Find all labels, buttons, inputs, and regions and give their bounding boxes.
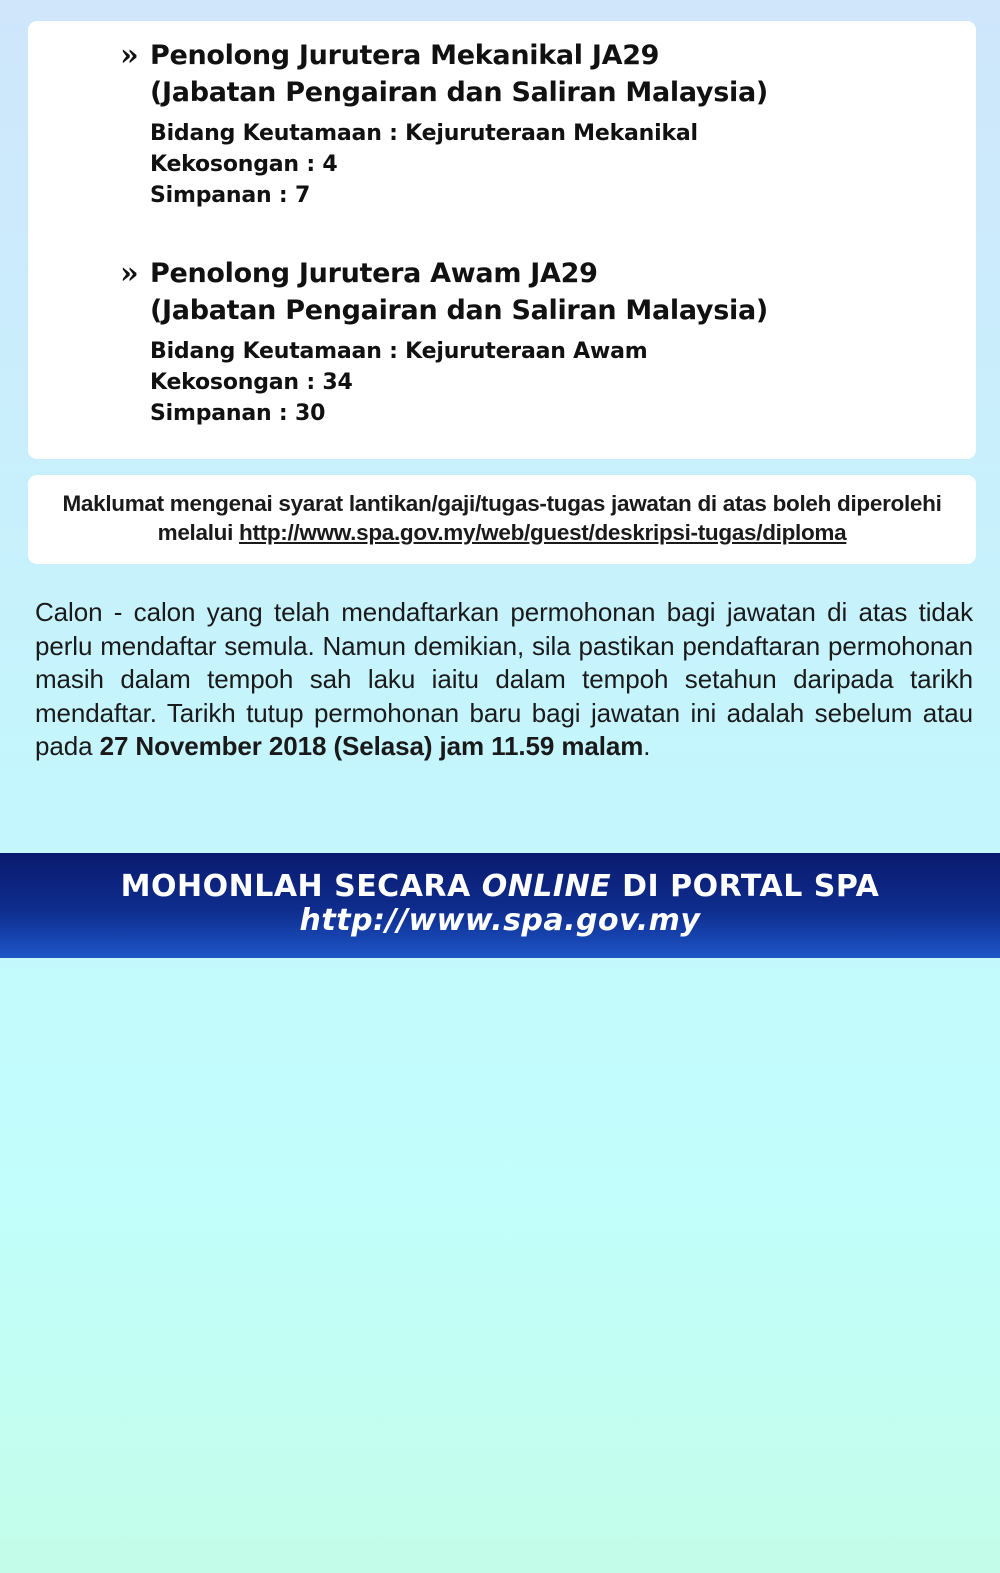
- banner-heading: MOHONLAH SECARA ONLINE DI PORTAL SPA: [120, 869, 880, 904]
- job-title: Penolong Jurutera Awam JA29: [150, 258, 598, 289]
- job-vacancies: Kekosongan : 34: [150, 370, 353, 395]
- job-department: (Jabatan Pengairan dan Saliran Malaysia): [150, 77, 768, 108]
- job-vacancies: Kekosongan : 4: [150, 152, 338, 177]
- job-reserve: Simpanan : 30: [150, 401, 326, 426]
- notice-text: Calon - calon yang telah mendaftarkan permohonan bagi jawatan di atas tidak perlu mendaftar semula. Namun demikian, sila pastikan pendaftaran permohonan masih dalam tempoh sah laku iaitu dalam tempoh setahun daripada tarikh mendaftar. Tarikh tutup permohonan baru bagi jawatan ini adalah sebelum atau pada: [35, 597, 973, 761]
- job-reserve: Simpanan : 7: [150, 183, 311, 208]
- info-card: [28, 475, 976, 564]
- registration-notice: [35, 596, 973, 764]
- portal-link[interactable]: http://www.spa.gov.my: [299, 903, 701, 938]
- job-department: (Jabatan Pengairan dan Saliran Malaysia): [150, 295, 768, 326]
- double-chevron-icon: »: [120, 256, 139, 291]
- job-title: Penolong Jurutera Mekanikal JA29: [150, 40, 660, 71]
- job-field: Bidang Keutamaan : Kejuruteraan Awam: [150, 339, 648, 364]
- vacancy-list-card: [28, 21, 976, 459]
- notice-end: .: [643, 731, 651, 761]
- job-item: [120, 255, 960, 429]
- apply-online-banner: [0, 853, 1000, 958]
- job-description-link[interactable]: http://www.spa.gov.my/web/guest/deskripsi-tugas/diploma: [239, 520, 847, 545]
- double-chevron-icon: »: [120, 38, 139, 73]
- job-field: Bidang Keutamaan : Kejuruteraan Mekanikal: [150, 121, 698, 146]
- job-item: [120, 37, 960, 211]
- banner-online-word: ONLINE: [481, 869, 612, 904]
- info-text: Maklumat mengenai syarat lantikan/gaji/tugas-tugas jawatan di atas boleh diperolehi melalui: [62, 491, 942, 545]
- deadline-text: 27 November 2018 (Selasa) jam 11.59 malam: [99, 731, 644, 761]
